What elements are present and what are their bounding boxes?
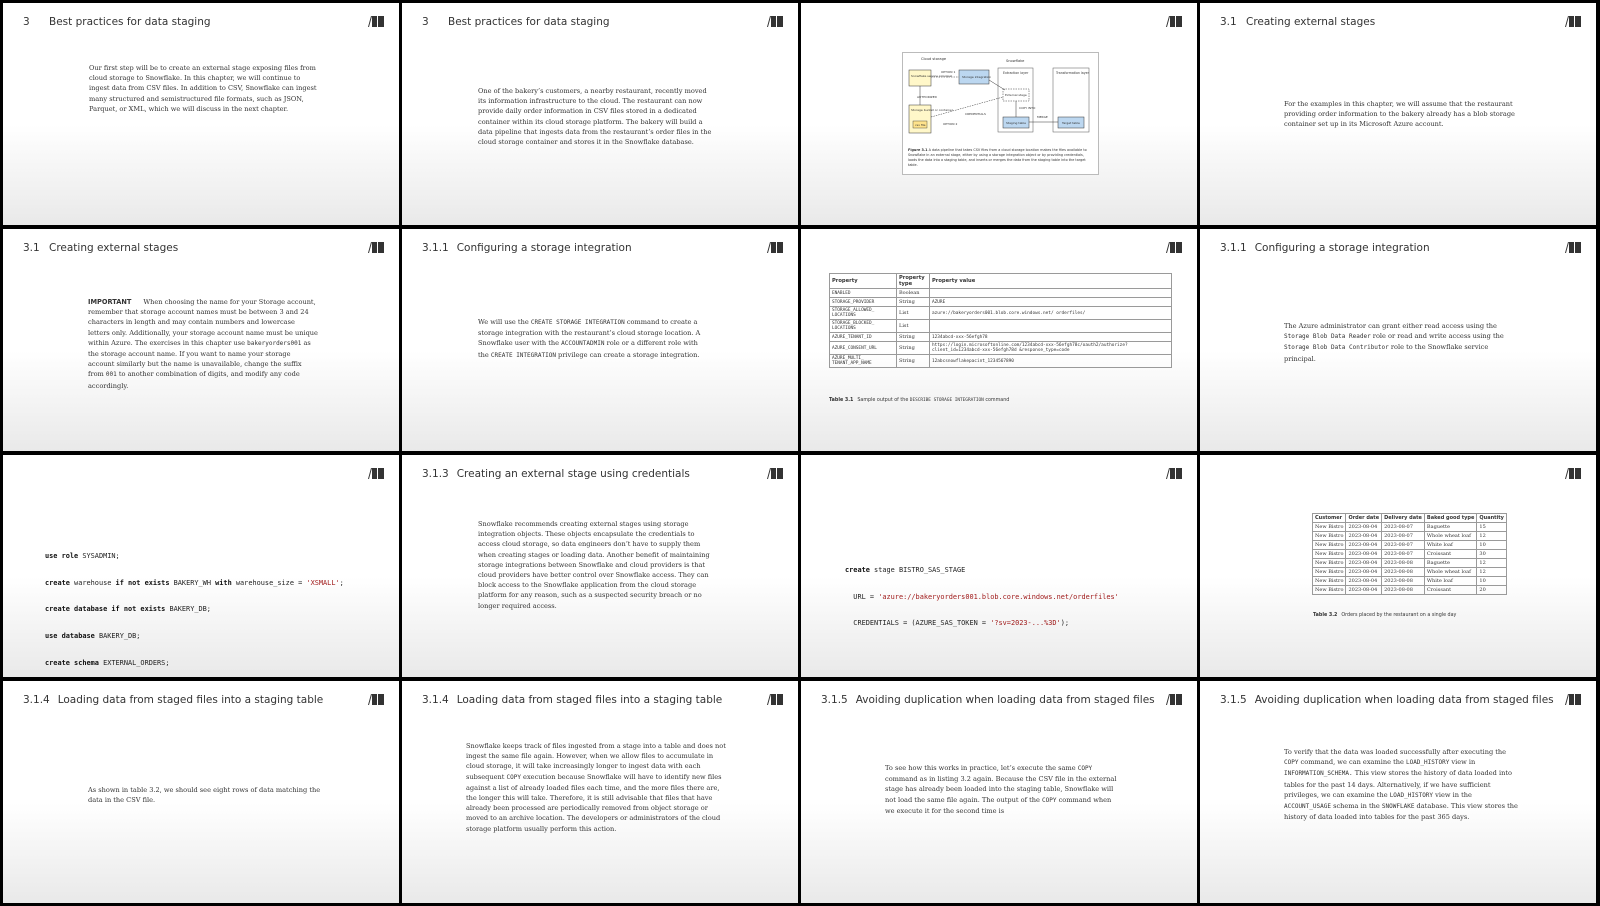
table-cell: STORAGE_BLOCKED_ LOCATIONS [830,320,897,333]
text-run: role to the Snowflake service principal. [1284,343,1489,363]
slide-15[interactable] [801,681,1197,903]
table-row [830,320,1172,333]
text-run: role or read and write access using the [1370,332,1504,341]
transformation-layer-label: Transformation layer [1056,71,1089,75]
slide-text: For the examples in this chapter, we will assume that the restaurant providing order information to the bakery already has a blob storage container set up in its Microsoft Azure account. [1284,100,1515,129]
table-cell [930,320,1172,333]
table-cell: 2023-08-07 [1382,541,1425,550]
table-cell: AZURE [930,298,1172,307]
code-keyword: create [45,578,70,587]
table-cell [930,289,1172,298]
code-text: warehouse_size = [231,578,307,587]
table-cell: 2023-08-04 [1346,568,1382,577]
slide-5[interactable] [3,229,399,451]
slide-2[interactable] [402,3,798,225]
book-logo-icon [766,241,784,254]
section-title: Loading data from staged files into a staging table [57,694,324,706]
table-cell: Baguette [1424,523,1476,532]
slide-text: As shown in table 3.2, we should see eight rows of data matching the data in the CSV file. [88,786,321,805]
table-cell: 2023-08-08 [1382,559,1425,568]
code-listing [845,548,1119,646]
section-title: Creating external stages [1246,16,1376,28]
table-number: Table 3.2 [1313,613,1338,618]
table-cell: New Bistro [1313,577,1346,586]
table-cell: AZURE_MULTI_ TENANT_APP_NAME [830,355,897,368]
staging-table-label: Staging table [1006,121,1027,125]
text-run: command, we can examine the [1298,758,1406,767]
table-cell: AZURE_TENANT_ID [830,333,897,342]
slide-4[interactable] [1200,3,1596,225]
inline-code: COPY [1284,759,1299,767]
column-header: Delivery date [1382,514,1425,523]
principal-label: Snowflake service principal [911,74,952,78]
inline-code: CREATE STORAGE INTEGRATION [530,319,625,326]
text-run: Snowflake keeps track of files ingested from a stage into a table and does not ingest the same file again. However, when we allow files to accumulate in cloud storage, it will take increasingly longer to ingest data with each subsequent [466,742,726,781]
column-header: Property type [897,274,930,289]
code-string: 'XSMALL' [306,578,340,587]
table-cell: String [897,355,930,368]
code-keyword: if not exists [115,578,170,587]
book-logo-icon [367,467,385,480]
slide-3[interactable] [801,3,1197,225]
slide-9[interactable] [3,455,399,677]
container-label: Storage bucket or container [911,108,953,112]
table-cell: String [897,342,930,355]
section-title: Best practices for data staging [448,16,610,28]
code-keyword: with [215,578,232,587]
code-keyword: create database if not exists [45,605,166,614]
table-cell: New Bistro [1313,568,1346,577]
book-logo-icon [1165,693,1183,706]
table-caption [1313,613,1456,618]
table-cell: 12 [1477,568,1507,577]
slide-heading [422,468,738,480]
external-stage-label: External stage [1005,93,1027,97]
slide-11[interactable] [801,455,1197,677]
pipeline-diagram [903,53,1098,148]
code-keyword: create [845,565,870,574]
table-cell: New Bistro [1313,550,1346,559]
inline-code: ACCOUNT_USAGE [1284,803,1331,811]
table-cell: 2023-08-04 [1346,586,1382,595]
table-cell: AZURE_CONSENT_URL [830,342,897,355]
book-logo-icon [766,467,784,480]
note-code: bakeryorders001 [247,339,302,347]
note-text: When choosing the name for your Storage account, remember that storage account names must be between 3 and 24 characters in length and may contain numbers and lowercase letters only. Additionally, your storage account name must be unique within Azure. The exercises in this chapter use [88,298,318,347]
book-logo-icon [1165,241,1183,254]
table-row [830,289,1172,298]
section-number: 3 [23,16,30,28]
column-header: Customer [1313,514,1346,523]
table-cell: 2023-08-04 [1346,532,1382,541]
snowflake-label: Snowflake [1006,59,1025,63]
column-header: Property value [930,274,1172,289]
table-cell: 2023-08-07 [1382,523,1425,532]
column-header: Order date [1346,514,1382,523]
table-row [830,298,1172,307]
table-cell: 2023-08-04 [1346,541,1382,550]
slide-text: Our first step will be to create an external stage exposing files from cloud storage to Snowflake. In this chapter, we will continue to ingest data from CSV files. In addition to CSV, Snowflake can ingest many structured and semistructured file formats, such as JSON, Parquet, or XML, which we will discuss in the next chapter. [89,64,317,113]
book-logo-icon [367,15,385,28]
slide-text [466,741,732,834]
caption-text: Orders placed by the restaurant on a single day [1341,613,1457,618]
table-row [1313,532,1507,541]
text-run: To verify that the data was loaded successfully after executing the [1284,748,1507,756]
inline-code: CREATE INTEGRATION [490,351,556,359]
slide-heading [23,694,339,706]
table-cell: Whole wheat loaf [1424,568,1476,577]
code-text: BAKERY_WH [169,578,216,587]
table-cell: Whole wheat loaf [1424,532,1476,541]
table-cell: New Bistro [1313,541,1346,550]
caption-text: command [983,398,1010,403]
table-cell: Boolean [897,289,930,298]
extraction-layer-label: Extraction layer [1003,71,1029,75]
text-run: This view stores the history of data loaded into tables for the past 14 days. Alternatively, if we have sufficient privileges, we can examine the [1284,769,1512,799]
code-text: ; [339,578,344,587]
section-title: Best practices for data staging [49,16,211,28]
table-row [830,342,1172,355]
note-text: to another combination of digits, and modify any code accordingly. [88,370,300,390]
text-run: schema in the [1330,802,1382,811]
book-logo-icon [766,693,784,706]
table-cell: Baguette [1424,559,1476,568]
code-keyword: use database [45,631,95,640]
text-run: command to create a storage integration with the restaurant’s cloud storage location. A Snowflake user with the [478,318,701,348]
slide-12[interactable] [1200,455,1596,677]
slide-heading [422,694,738,706]
slide-text [478,317,710,361]
section-number: 3 [422,16,429,28]
table-cell: 10 [1477,577,1507,586]
merge-label: MERGE [1037,115,1048,119]
table-cell: List [897,307,930,320]
book-logo-icon [367,693,385,706]
table-cell: 2023-08-04 [1346,559,1382,568]
table-cell: New Bistro [1313,559,1346,568]
slide-heading [422,242,738,254]
book-logo-icon [1564,467,1582,480]
option2-label: OPTION 2 [943,122,958,126]
slide-text [1284,321,1520,364]
table-cell: 2023-08-08 [1382,577,1425,586]
table-cell: 1234abcd-xxx-56efgh78 [930,333,1172,342]
section-number: 3.1 [23,242,40,254]
column-header: Baked good type [1424,514,1476,523]
storage-integration-label: Storage integration [962,75,992,79]
table-cell: 2023-08-04 [1346,577,1382,586]
table-row [1313,568,1507,577]
text-run: view in the [1433,790,1472,799]
inline-code: COPY [1042,796,1057,804]
figure-number: Figure 3.1 [908,148,928,152]
slide-text [1284,747,1520,822]
table-cell: New Bistro [1313,532,1346,541]
caption-text: Sample output of the [857,398,910,403]
book-logo-icon [1165,467,1183,480]
slide-8[interactable] [1200,229,1596,451]
book-logo-icon [367,241,385,254]
code-line [845,566,1119,575]
slide-text: Snowflake recommends creating external stages using storage integration objects. These objects encapsulate the credentials to access cloud storage, so data engineers don’t have to supply them when creating stages or loading data. Another benefit of maintaining storage integrations between Snowflake and cloud providers is that cloud providers have better control over Snowflake access. They can block access to the Snowflake application from the cloud storage platform for any reason, such as a suspected security breach or no longer required access. [478,520,710,610]
code-keyword: create schema [45,658,99,667]
table-cell: 12abcsnowflakepacint_1234567890 [930,355,1172,368]
table-caption [829,398,1009,403]
service-principal-box [909,70,931,86]
slide-1[interactable] [3,3,399,225]
table-row [1313,586,1507,595]
slide-text [885,763,1117,816]
table-cell: 10 [1477,541,1507,550]
section-number: 3.1.1 [1220,242,1247,254]
code-string: '?sv=2023-...%3D' [990,619,1061,628]
table-row [830,355,1172,368]
table-cell: String [897,298,930,307]
code-keyword: use role [45,551,79,560]
code-text: BAKERY_DB; [94,631,141,640]
table-cell: 20 [1477,586,1507,595]
column-header: Quantity [1477,514,1507,523]
section-number: 3.1.4 [23,694,50,706]
important-label: IMPORTANT [88,298,132,306]
table-cell: Croissant [1424,586,1476,595]
slide-7[interactable] [801,229,1197,451]
section-title: Avoiding duplication when loading data from staged files [1254,694,1554,706]
table-row [830,307,1172,320]
table-row [830,333,1172,342]
table-row [1313,559,1507,568]
text-run: We will use the [478,318,531,326]
credentials-label: CREDENTIALS [965,112,986,116]
table-cell: 12 [1477,532,1507,541]
section-title: Configuring a storage integration [456,242,632,254]
code-line [45,579,344,588]
text-run: command when we execute it for the second time is [885,795,1112,815]
code-line [845,593,1119,602]
option1-label: OPTION 1 [941,70,956,74]
section-number: 3.1.5 [1220,694,1247,706]
code-text: CREDENTIALS = (AZURE_SAS_TOKEN = [845,619,991,628]
slide-heading [1220,16,1536,28]
section-title: Creating external stages [49,242,179,254]
table-cell: New Bistro [1313,523,1346,532]
section-title: Configuring a storage integration [1254,242,1430,254]
inline-code: SNOWFLAKE [1381,803,1415,811]
table-cell: 12 [1477,559,1507,568]
text-run: view in [1449,758,1476,767]
storage-integration-table [829,273,1172,368]
code-text: EXTERNAL_ORDERS; [98,658,170,667]
table-row [1313,550,1507,559]
table-cell: STORAGE_ALLOWED_ LOCATIONS [830,307,897,320]
table-cell: White loaf [1424,577,1476,586]
section-title: Loading data from staged files into a staging table [456,694,723,706]
table-cell: 2023-08-08 [1382,586,1425,595]
text-run: role or a different role with the [478,339,698,359]
figure-caption [908,148,1092,168]
table-cell: String [897,333,930,342]
table-cell: 30 [1477,550,1507,559]
section-number: 3.1.1 [422,242,449,254]
slide-heading [422,16,738,28]
table-cell: Croissant [1424,550,1476,559]
important-note [88,297,318,391]
book-logo-icon [1564,693,1582,706]
book-logo-icon [1564,241,1582,254]
table-cell: White loaf [1424,541,1476,550]
cloud-storage-label: Cloud storage [921,57,947,61]
text-run: privilege can create a storage integration. [555,350,700,359]
text-run: execution because Snowflake will have to identify new files against a list of already loaded files each time, and the more files there are, the longer this will take. Therefore, it is still advisable that files that have already been processed are periodically removed from object storage or moved to an archive location. The developers or administrators of the cloud storage platform usually perform this action. [466,772,722,833]
code-text: stage BISTRO_SAS_STAGE [869,565,966,574]
slide-6[interactable] [402,229,798,451]
slide-heading [23,242,339,254]
text-run: command as in listing 3.2 again. Because the CSV file in the external stage has already been loaded into the staging table, Snowflake will not load the same file again. The output of the [885,775,1117,804]
slide-heading [1220,242,1536,254]
table-cell: 2023-08-08 [1382,568,1425,577]
table-number: Table 3.1 [829,398,854,403]
slide-14[interactable] [402,681,798,903]
inline-code: INFORMATION_SCHEMA. [1284,770,1353,778]
code-line [45,605,344,614]
table-cell: List [897,320,930,333]
slide-heading [821,694,1155,706]
table-cell: 2023-08-07 [1382,532,1425,541]
table-cell: 15 [1477,523,1507,532]
table-row [1313,577,1507,586]
book-logo-icon [1564,15,1582,28]
inline-code: Storage Blob Data Contributor [1284,344,1389,352]
table-cell: 2023-08-04 [1346,523,1382,532]
slide-16[interactable] [1200,681,1596,903]
table-row [1313,541,1507,550]
table-cell: ENABLED [830,289,897,298]
section-number: 3.1 [1220,16,1237,28]
table-cell: 2023-08-07 [1382,550,1425,559]
code-line [45,659,344,668]
text-run: To see how this works in practice, let’s execute the same [885,764,1078,772]
figure-caption-text: A data pipeline that takes CSV files from a cloud storage location makes the files available to Snowflake in an external stage, either by using a storage integration object or by providing credentials, loads the data into a staging table, and inserts or merges the data from the staging table into the target table. [908,148,1087,167]
book-logo-icon [766,15,784,28]
inline-code: COPY [1077,765,1093,772]
section-title: Avoiding duplication when loading data from staged files [855,694,1155,706]
note-text: as the storage account name. If you want to name your storage account similarly but the name is unavailable, change the suffix from [88,338,311,379]
code-text: warehouse [69,578,116,587]
slide-10[interactable] [402,455,798,677]
book-logo-icon [1165,15,1183,28]
table-cell: STORAGE_PROVIDER [830,298,897,307]
table-cell: https://login.microsoftonline.com/1234abcd-xxx-56efgh78c/oauth2/authorize? client_id=1234abcd-xxx-56efgh78d &response_type=code [930,342,1172,355]
inline-code: LOAD_HISTORY [1389,791,1434,799]
code-text: BAKERY_DB; [165,605,211,614]
slide-heading [1220,694,1554,706]
table-cell: New Bistro [1313,586,1346,595]
inline-code: LOAD_HISTORY [1405,759,1450,767]
code-line [845,619,1119,628]
slide-heading [23,16,339,28]
slide-13[interactable] [3,681,399,903]
table-cell: azure://bakeryorders001.blob.core.windows.net/ orderfiles/ [930,307,1172,320]
inline-code: COPY [506,773,521,781]
text-run: database. This view stores the history of data loaded into tables for the past 365 days. [1284,802,1518,822]
inline-code: Storage Blob Data Reader [1284,333,1371,341]
section-title: Creating an external stage using credentials [456,468,690,480]
authorized-label: AUTHORIZED [917,95,937,99]
section-number: 3.1.4 [422,694,449,706]
inline-code: ACCOUNTADMIN [561,340,605,348]
section-number: 3.1.5 [821,694,848,706]
code-line [45,632,344,641]
code-text: URL = [845,592,879,601]
orders-table [1312,513,1507,595]
caption-code: DESCRIBE STORAGE INTEGRATION [909,398,984,403]
table-cell: 2023-08-04 [1346,550,1382,559]
code-text: SYSADMIN; [78,551,120,560]
code-text: ); [1060,619,1070,628]
code-line [45,552,344,561]
section-number: 3.1.3 [422,468,449,480]
csv-file-label: csv file [915,123,926,127]
table-row [1313,523,1507,532]
target-table-label: Target table [1062,121,1080,125]
text-run: The Azure administrator can grant either read access using the [1284,322,1497,330]
pipeline-figure [902,52,1099,175]
note-code: 001 [105,371,117,379]
copy-into-label: COPY INTO [1019,106,1036,110]
column-header: Property [830,274,897,289]
slide-text: One of the bakery’s customers, a nearby restaurant, recently moved its information infrastructure to the cloud. The restaurant can now provide daily order information in CSV files stored in a dedicated container within its cloud storage platform. The bakery will build a data pipeline that ingests data from the restaurant’s order files in the cloud storage container and stores it in the Snowflake database. [478,87,712,147]
code-string: 'azure://bakeryorders001.blob.core.windows.net/orderfiles' [878,592,1119,601]
